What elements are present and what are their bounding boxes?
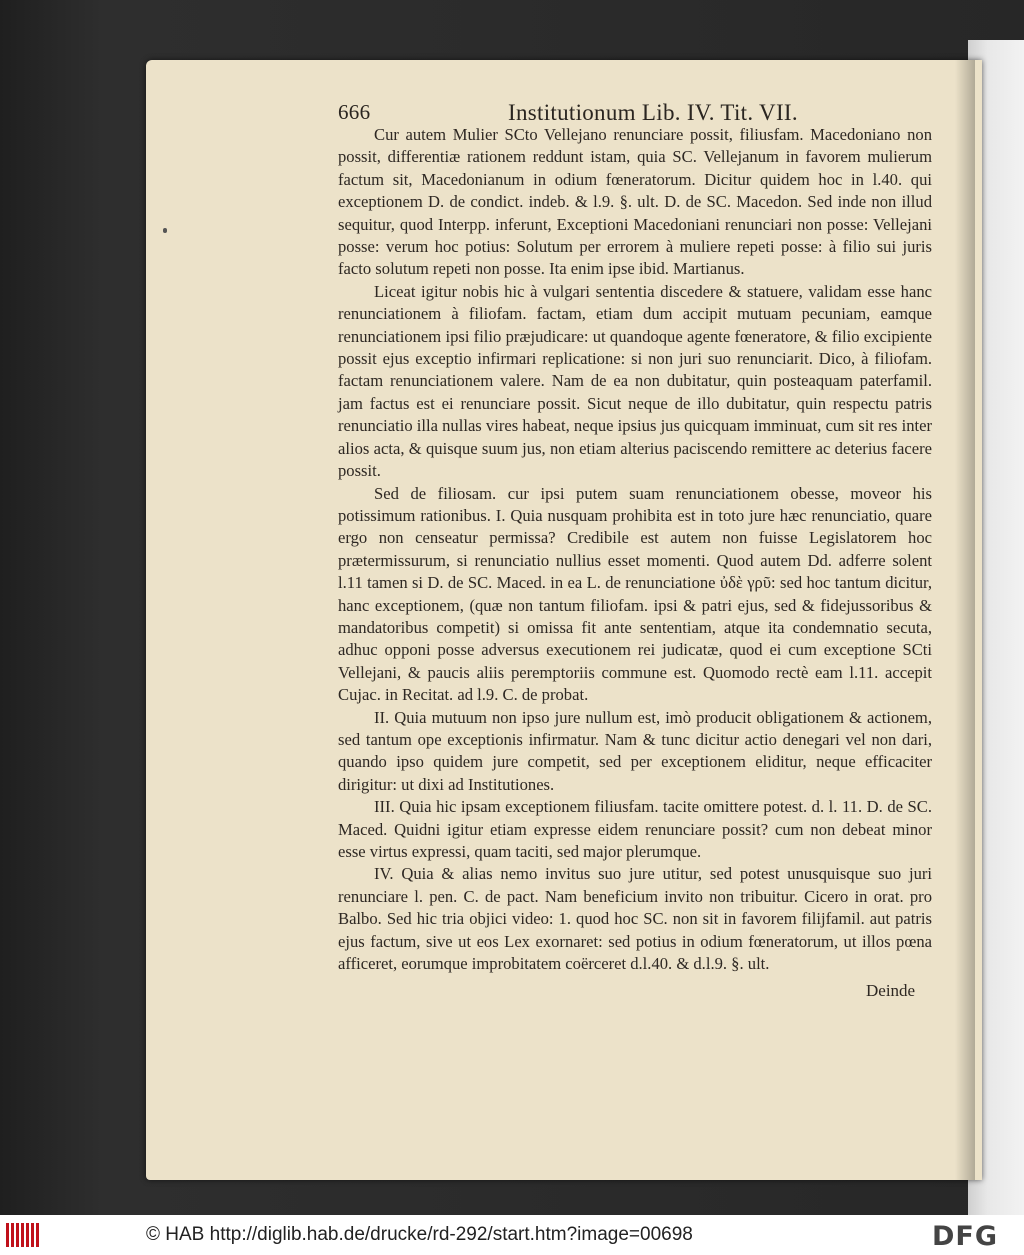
page-number: 666: [338, 100, 371, 124]
paragraph-5: III. Quia hic ipsam exceptionem filiusfam. tacite omittere potest. d. l. 11. D. de SC. Maced. Quidni igitur etiam expresse eidem renunciare possit? cum non debeat minor esse virtus expressi, quam taciti, sed major plerumque.: [338, 797, 932, 861]
catchword: Deinde: [866, 981, 916, 1000]
paragraph-1: Cur autem Mulier SCto Vellejano renunciare possit, filiusfam. Macedoniano non possit, differentiæ rationem reddunt istam, quia SC. Vellejanum in favorem mulierum factum sit, Macedonianum in odium fœneratorum. Dicitur quidem hoc in l.40. qui exceptionem D. de condict. indeb. & l.9. §. ult. D. de SC. Macedon. Sed inde non illud sequitur, quod Interpp. inferunt, Exceptioni Macedoniani renunciari non posse: Vellejani posse: verum hoc potius: Solutum per errorem à muliere repeti posse: à filio sui juris facto solutum repeti non posse. Ita enim ipse ibid. Martianus.: [338, 125, 932, 279]
paragraph-4: II. Quia mutuum non ipso jure nullum est, imò producit obligationem & actionem, sed tantum ope exceptionis infirmatur. Nam & tunc dicitur actio denegari vel non dari, quando ipso quidem jure competit, sed per exceptionem eliditur, neque efficaciter dirigitur: ut dixi ad Institutiones.: [338, 707, 932, 794]
body-text: [338, 124, 932, 975]
hab-barcode-icon: [6, 1223, 46, 1247]
paragraph-2: Liceat igitur nobis hic à vulgari sententia discedere & statuere, validam esse hanc renunciationem à filiofam. factam, etiam dum accipit mutuam pecuniam, eamque renunciationem ipsi filio præjudicare: ut quandoque agente fœneratore, & filio excipiente possit ejus exceptio infirmari replicatione: si non juri suo renunciarit. Dico, à filiofam. factam renunciationem valere. Nam de ea non dubitatur, quin posteaquam paterfamil. jam factus est ei renunciare possit. Sicut neque de illo dubitatur, quin respectu patris renunciatio illa nullas vires habeat, neque ipsius jus quicquam imminuat, cum sit res inter alios acta, & quisque suum jus, non etiam alterius paciscendo remittere ac deterius facere possit.: [338, 281, 933, 481]
footer-bar: [0, 1215, 1024, 1255]
paragraph-6: IV. Quia & alias nemo invitus suo jure utitur, sed potest unusquisque suo juri renunciare l. pen. C. de pact. Nam beneficium invito non tribuitur. Cicero in orat. pro Balbo. Sed hic tria objici video: 1. quod hoc SC. non sit in favorem filijfamil. aut patris ejus factum, sive ut eos Lex exornaret: sed potius in odium fœneratorum, ut illos pœna afficeret, eorumque improbitatem coërceret d.l.40. & d.l.9. §. ult.: [338, 864, 932, 974]
running-title: Institutionum Lib. IV. Tit. VII.: [508, 100, 798, 125]
dfg-logo: DFG: [932, 1221, 999, 1252]
paragraph-3: Sed de filiosam. cur ipsi putem suam renunciationem obesse, moveor his potissimum rationibus. I. Quia nusquam prohibita est in toto jure hæc renunciatio, quare ergo non censeatur permissa? Credibile est autem non fuisse Legislatorem hoc prætermissurum, si renunciatio nullius esset momenti. Quod autem Dd. adferre solent l.11 tamen si D. de SC. Maced. in ea L. de renunciatione ὐδὲ γρῦ: sed hoc tantum dicitur, hanc exceptionem, (quæ non tantum filiofam. ipsi & patri ejus, sed & fidejussoribus & mandatoribus competit) si omissa fit ante sententiam, atque ita condemnatio secuta, adhuc opponi posse adversus executionem rei judicatæ, quod ei cum exceptione SCti Vellejani, & paucis aliis peremptoriis commune est. Quomodo rectè eam l.11. accepit Cujac. in Recitat. ad l.9. C. de probat.: [338, 483, 932, 705]
margin-mark: [163, 228, 167, 233]
copyright-link[interactable]: © HAB http://diglib.hab.de/drucke/rd-292/start.htm?image=00698: [146, 1224, 693, 1245]
page-gutter-shadow: [955, 60, 975, 1180]
